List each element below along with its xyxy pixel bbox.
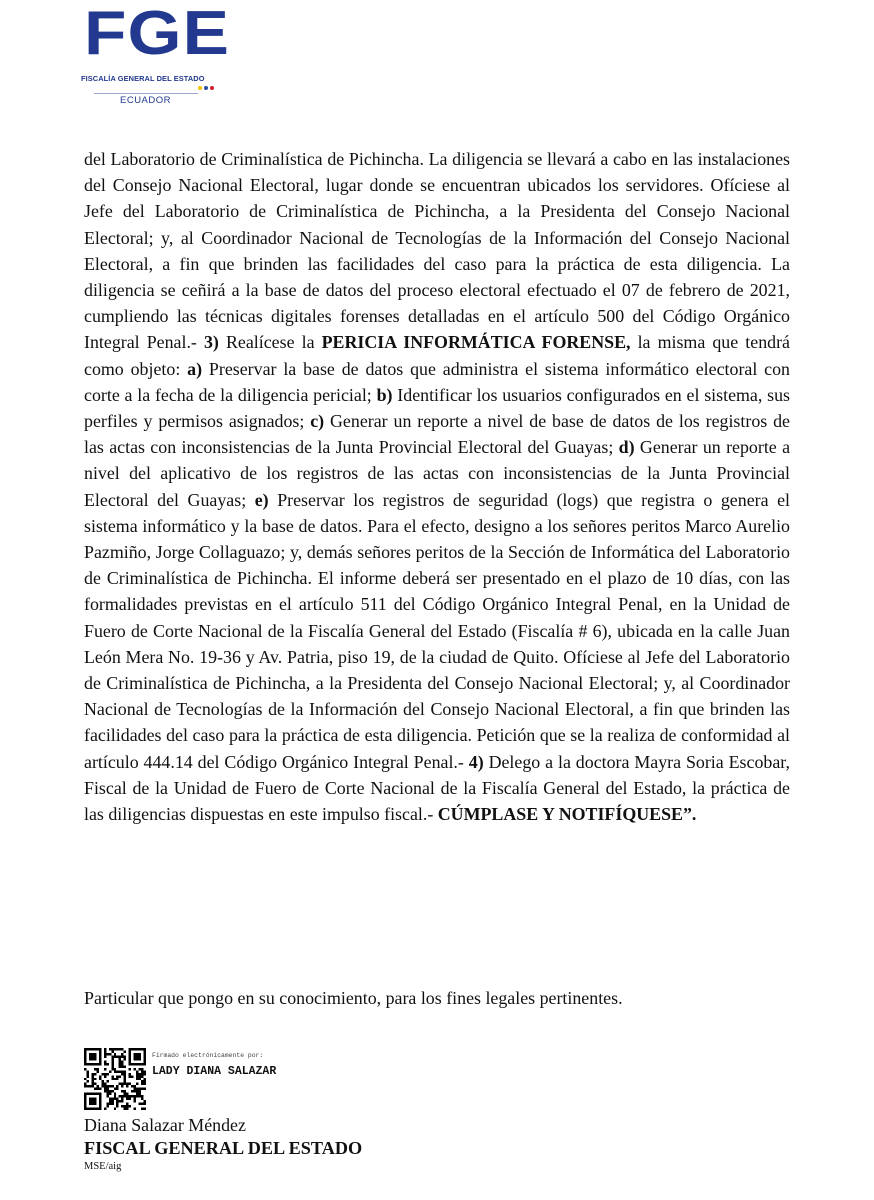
signature-name: LADY DIANA SALAZAR <box>152 1065 277 1078</box>
signature-note: Firmado electrónicamente por: <box>152 1052 264 1059</box>
flag-dot-red <box>210 86 214 90</box>
item-marker-d: d) <box>618 437 635 458</box>
logo-country: ECUADOR <box>120 95 172 106</box>
pericia-heading: PERICIA INFORMÁTICA FORENSE, <box>321 332 631 353</box>
flag-dots <box>198 86 214 90</box>
reference-initials: MSE/aig <box>84 1161 122 1172</box>
item-marker-c: c) <box>310 411 325 432</box>
body-text-segment: Identificar los usuarios configurados en el sistema, sus perfiles y permisos asignados; <box>84 384 790 432</box>
item-marker-a: a) <box>187 358 203 379</box>
body-text-segment: Delego a la doctora Mayra Soria Escobar, Fiscal de la Unidad de Fuero de Corte Nacional de la Fiscalía General del Estado, la práctica de las diligencias dispuestas en este impulso fiscal.- <box>84 751 790 825</box>
cumplase-closing: CÚMPLASE Y NOTIFÍQUESE”. <box>437 804 697 825</box>
logo-divider <box>94 93 198 94</box>
item-marker-e: e) <box>254 489 269 510</box>
fge-logo <box>80 0 231 106</box>
signer-name: Diana Salazar Méndez <box>84 1115 246 1135</box>
qr-code <box>84 1048 146 1110</box>
body-text-segment: Generar un reporte a nivel de base de datos de los registros de las actas con inconsistencias de la Junta Provincial Electoral del Guayas; <box>84 411 790 458</box>
item-marker-3: 3) <box>203 332 219 353</box>
flag-dot-yellow <box>198 86 202 90</box>
signer-title: FISCAL GENERAL DEL ESTADO <box>84 1138 363 1158</box>
logo-subtitle: FISCALÍA GENERAL DEL ESTADO <box>81 74 205 83</box>
item-marker-4: 4) <box>468 751 484 772</box>
body-text-segment: del Laboratorio de Criminalística de Pichincha. La diligencia se llevará a cabo en las instalaciones del Consejo Nacional Electoral, lugar donde se encuentran ubicados los servidores. Ofíciese al Jefe del Laboratorio de Criminalística de Pichincha, a la Presidenta del Consejo Nacional Electoral; y, al Coordinador Nacional de Tecnologías de la Información del Consejo Nacional Electoral, a fin que brinden las facilidades del caso para la práctica de esta diligencia. La diligencia se ceñirá a la base de datos del proceso electoral efectuado el 07 de febrero de 2021, cumpliendo las técnicas digitales forenses detalladas en el artículo 500 del Código Orgánico Integral Penal.- <box>84 149 790 353</box>
body-text-segment: Generar un reporte a nivel del aplicativo de los registros de las actas con inconsistencias de la Junta Provincial Electoral del Guayas; <box>84 437 791 510</box>
closing-line: Particular que pongo en su conocimiento, para los fines legales pertinentes. <box>84 988 623 1008</box>
item-marker-b: b) <box>376 384 393 405</box>
body-text-segment: Realícese la <box>218 332 322 353</box>
body-text-segment: Preservar la base de datos que administra el sistema informático electoral con corte a la fecha de la diligencia pericial; <box>84 358 791 405</box>
body-text-segment: la misma que tendrá como objeto: <box>84 332 790 379</box>
flag-dot-blue <box>204 86 208 90</box>
body-paragraph <box>84 146 790 827</box>
logo-letters: FGE <box>84 0 231 68</box>
electronic-signature <box>84 1046 504 1116</box>
body-text-segment: Preservar los registros de seguridad (logs) que registra o genera el sistema informático y la base de datos. Para el efecto, designo a los señores peritos Marco Aurelio Pazmiño, Jorge Collaguazo; y, demás señores peritos de la Sección de Informática del Laboratorio de Criminalística de Pichincha. El informe deberá ser presentado en el plazo de 10 días, con las formalidades previstas en el artículo 511 del Código Orgánico Integral Penal, en la Unidad de Fuero de Corte Nacional de la Fiscalía General del Estado (Fiscalía # 6), ubicada en la calle Juan León Mera No. 19-36 y Av. Patria, piso 19, de la ciudad de Quito. Ofíciese al Jefe del Laboratorio de Criminalística de Pichincha, a la Presidenta del Consejo Nacional Electoral; y, al Coordinador Nacional de Tecnologías de la Información del Consejo Nacional Electoral, a fin que brinden las facilidades del caso para la práctica de esta diligencia. Petición que se la realiza de conformidad al artículo 444.14 del Código Orgánico Integral Penal.- <box>84 489 790 772</box>
